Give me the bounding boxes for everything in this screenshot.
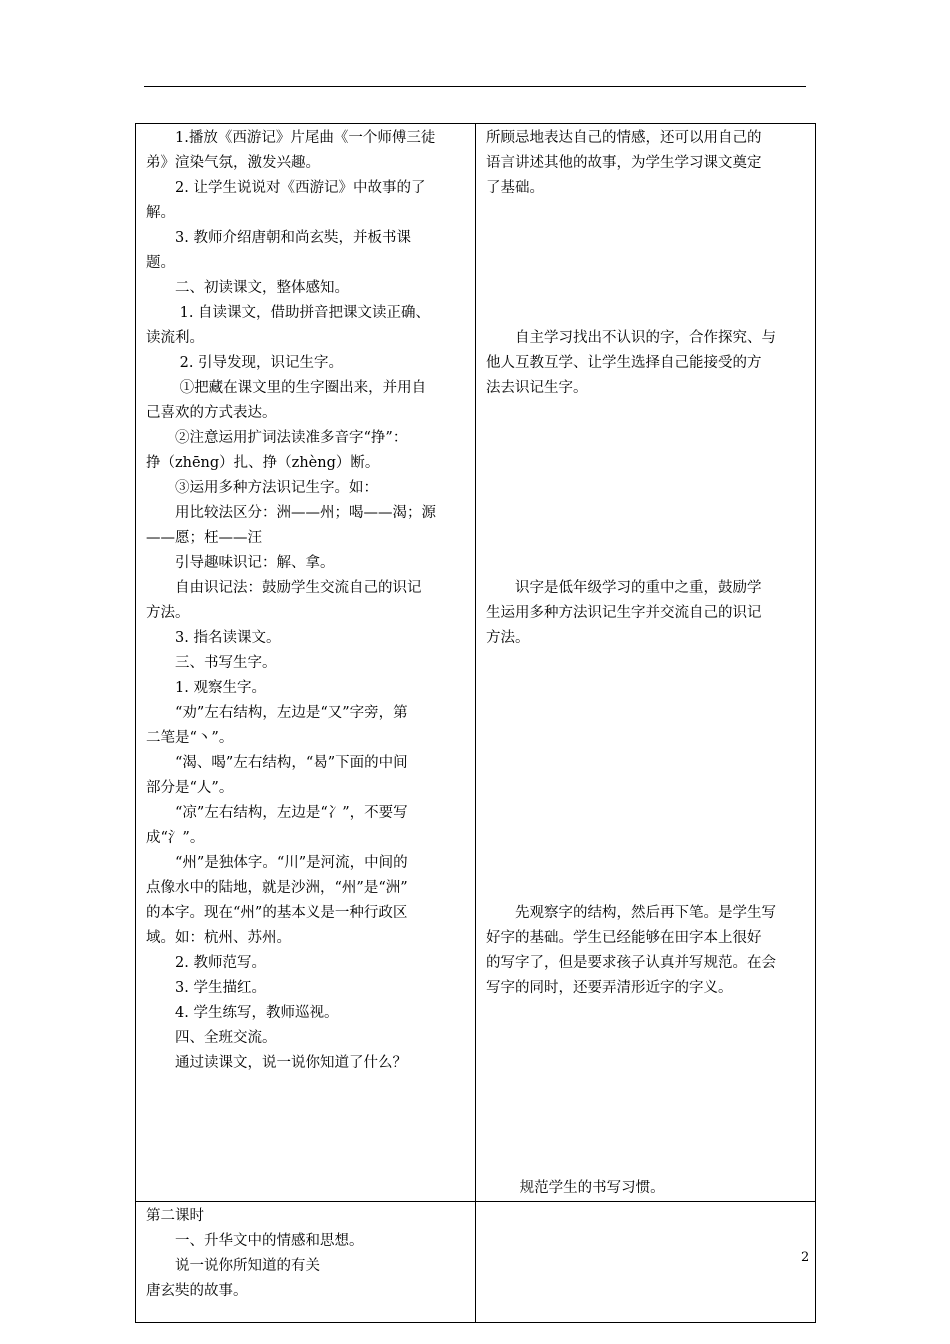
text-line: 用比较法区分：洲——州；喝——渴；源 <box>146 505 436 521</box>
spacer-line <box>486 676 807 701</box>
spacer-line <box>486 751 807 776</box>
text-line: 1. 观察生字。 <box>146 680 266 696</box>
text-line: 弟》渲染气氛，激发兴趣。 <box>146 155 320 171</box>
spacer-line <box>486 426 807 451</box>
text-line: 规范学生的书写习惯。 <box>486 1180 665 1196</box>
spacer-line <box>486 701 807 726</box>
text-line: 1. 自读课文，借助拼音把课文读正确、 <box>146 305 431 321</box>
spacer-line <box>486 651 807 676</box>
text-line: 好字的基础。学生已经能够在田字本上很好 <box>486 930 762 946</box>
teaching-process-cell <box>136 124 476 1202</box>
spacer-line <box>486 276 807 301</box>
text-line: “劝”左右结构，左边是“又”字旁，第 <box>146 705 408 721</box>
text-line: 法去识记生字。 <box>486 380 588 396</box>
text-line: 1.播放《西游记》片尾曲《一个师傅三徒 <box>146 130 436 146</box>
text-line: 了基础。 <box>486 180 544 196</box>
table-row <box>136 1202 816 1323</box>
second-lesson-cell <box>136 1202 476 1323</box>
spacer-line <box>486 726 807 751</box>
spacer-line <box>486 226 807 251</box>
page-number: 2 <box>801 1250 810 1265</box>
text-line: 生运用多种方法识记生字并交流自己的识记 <box>486 605 762 621</box>
text-line: 自主学习找出不认识的字，合作探究、与 <box>486 330 776 346</box>
text-line: 挣（zhēng）扎、挣（zhèng）断。 <box>146 455 380 471</box>
spacer-line <box>486 776 807 801</box>
text-line: 先观察字的结构，然后再下笔。是学生写 <box>486 905 776 921</box>
text-line: 识字是低年级学习的重中之重，鼓励学 <box>486 580 762 596</box>
text-line: 3. 学生描红。 <box>146 980 266 996</box>
text-line: 二笔是“丶”。 <box>146 730 234 746</box>
text-line: 引导趣味识记：解、拿。 <box>146 555 335 571</box>
lesson-plan-table <box>135 123 816 1323</box>
text-line: 2. 让学生说说对《西游记》中故事的了 <box>146 180 426 196</box>
spacer-line <box>486 1151 807 1176</box>
text-line: “渴、喝”左右结构，“曷”下面的中间 <box>146 755 408 771</box>
text-line: “州”是独体字。“川”是河流，中间的 <box>146 855 408 871</box>
text-line: ①把藏在课文里的生字圈出来，并用自 <box>146 380 427 396</box>
header-rule <box>144 86 806 87</box>
text-line: 二、初读课文，整体感知。 <box>146 280 349 296</box>
text-line: 3. 教师介绍唐朝和尚玄奘，并板书课 <box>146 230 411 246</box>
text-line: 成“氵”。 <box>146 830 205 846</box>
text-line: 2. 教师范写。 <box>146 955 266 971</box>
text-line: 域。如：杭州、苏州。 <box>146 930 291 946</box>
text-line: 点像水中的陆地，就是沙洲，“州”是“洲” <box>146 880 408 896</box>
table-row <box>136 124 816 1202</box>
spacer-line <box>486 451 807 476</box>
spacer-line <box>486 1051 807 1076</box>
design-intent-cell <box>476 124 816 1202</box>
text-line: 部分是“人”。 <box>146 780 234 796</box>
text-line: 方法。 <box>486 630 530 646</box>
text-line: 第二课时 <box>146 1208 204 1224</box>
text-line: ——愿；枉——汪 <box>146 530 262 546</box>
text-line: 的写字了，但是要求孩子认真并写规范。在会 <box>486 955 776 971</box>
text-line: 一、升华文中的情感和思想。 <box>146 1233 364 1249</box>
text-line: 3. 指名读课文。 <box>146 630 281 646</box>
text-line: 通过读课文，说一说你知道了什么？ <box>146 1055 407 1071</box>
text-line: 唐玄奘的故事。 <box>146 1283 248 1299</box>
text-line: 语言讲述其他的故事，为学生学习课文奠定 <box>486 155 762 171</box>
spacer-line <box>486 1126 807 1151</box>
text-line: ③运用多种方法识记生字。如： <box>146 480 378 496</box>
spacer-line <box>486 1001 807 1026</box>
text-line: 的本字。现在“州”的基本义是一种行政区 <box>146 905 408 921</box>
spacer-line <box>486 876 807 901</box>
text-line: 自由识记法：鼓励学生交流自己的识记 <box>146 580 422 596</box>
text-line: 四、全班交流。 <box>146 1030 277 1046</box>
text-line: 说一说你所知道的有关 <box>146 1258 320 1274</box>
text-line: 读流利。 <box>146 330 204 346</box>
text-line: 写字的同时，还要弄清形近字的字义。 <box>486 980 733 996</box>
spacer-line <box>486 251 807 276</box>
empty-cell <box>476 1202 816 1323</box>
spacer-line <box>486 301 807 326</box>
text-line: 己喜欢的方式表达。 <box>146 405 277 421</box>
spacer-line <box>486 801 807 826</box>
spacer-line <box>486 401 807 426</box>
spacer-line <box>486 551 807 576</box>
text-line: 2. 引导发现，识记生字。 <box>146 355 344 371</box>
spacer-line <box>486 1026 807 1051</box>
spacer-line <box>486 1076 807 1101</box>
spacer-line <box>486 826 807 851</box>
text-line: “凉”左右结构，左边是“冫”，不要写 <box>146 805 408 821</box>
spacer-line <box>486 201 807 226</box>
text-line: 解。 <box>146 205 175 221</box>
text-line: 4. 学生练写，教师巡视。 <box>146 1005 339 1021</box>
spacer-line <box>486 526 807 551</box>
text-line: 他人互教互学、让学生选择自己能接受的方 <box>486 355 762 371</box>
text-line: 三、书写生字。 <box>146 655 277 671</box>
spacer-line <box>486 851 807 876</box>
text-line: ②注意运用扩词法读准多音字“挣”： <box>146 430 408 446</box>
text-line: 方法。 <box>146 605 190 621</box>
spacer-line <box>486 476 807 501</box>
text-line: 题。 <box>146 255 175 271</box>
spacer-line <box>486 501 807 526</box>
text-line: 所顾忌地表达自己的情感，还可以用自己的 <box>486 130 762 146</box>
spacer-line <box>486 1101 807 1126</box>
